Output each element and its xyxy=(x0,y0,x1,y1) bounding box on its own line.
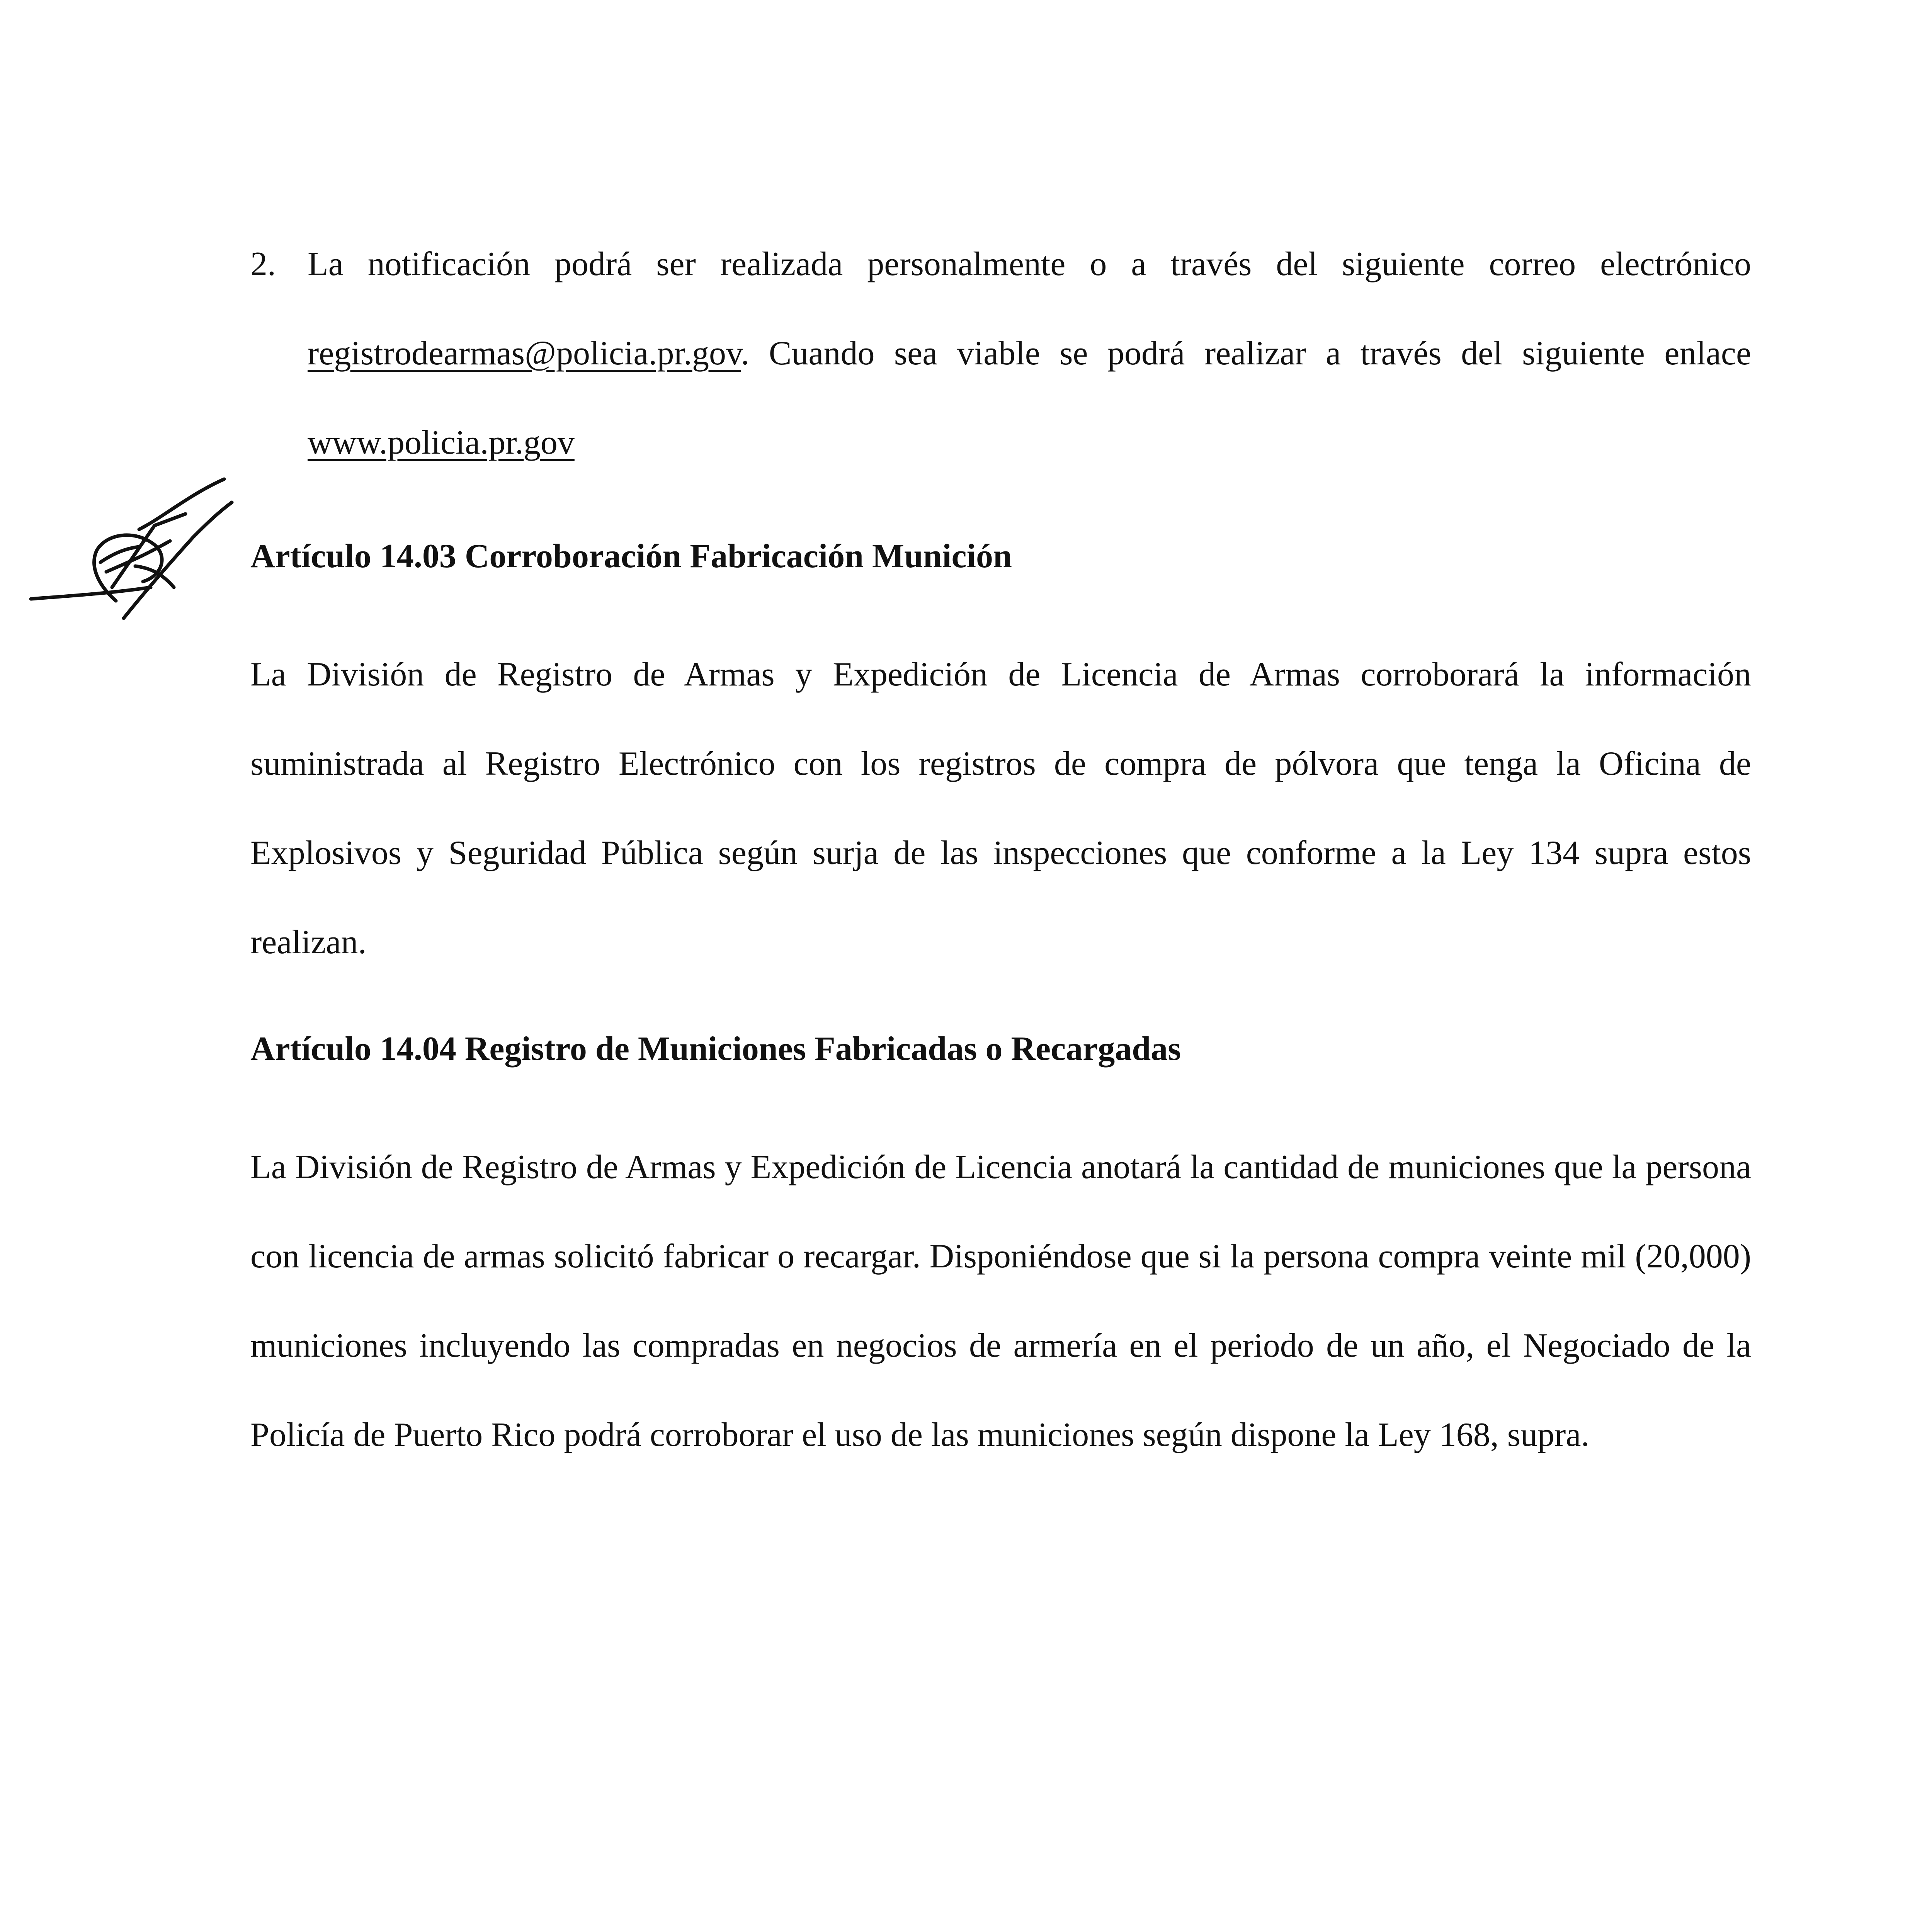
email-link[interactable]: registrodearmas@policia.pr.gov xyxy=(308,335,741,372)
item-text-middle: . Cuando sea viable se podrá realizar a través del siguiente enlace xyxy=(741,335,1751,372)
article-1403-heading: Artículo 14.03 Corroboración Fabricación Munición xyxy=(250,537,1012,575)
list-item-2 xyxy=(250,219,1751,487)
handwritten-initials-signature xyxy=(23,471,240,634)
website-link[interactable]: www.policia.pr.gov xyxy=(308,424,575,461)
list-item-text xyxy=(308,219,1751,487)
article-1404-heading: Artículo 14.04 Registro de Municiones Fabricadas o Recargadas xyxy=(250,1030,1181,1068)
article-1403-body: La División de Registro de Armas y Expedición de Licencia de Armas corroborará la información suministrada al Registro Electrónico con los registros de compra de pólvora que tenga la Oficina de Explosivos y Seguridad Pública según surja de las inspecciones que conforme a la Ley 134 supra estos realizan. xyxy=(250,656,1751,961)
article-1404-body: La División de Registro de Armas y Expedición de Licencia anotará la cantidad de municiones que la persona con licencia de armas solicitó fabricar o recargar. Disponiéndose que si la persona compra veinte mil (20,000) municiones incluyendo las compradas en negocios de armería en el periodo de un año, el Negociado de la Policía de Puerto Rico podrá corroborar el uso de las municiones según dispone la Ley 168, supra. xyxy=(250,1148,1751,1454)
item-text-before: La notificación podrá ser realizada personalmente o a través del siguiente correo electrónico xyxy=(308,245,1751,283)
list-item-number: 2. xyxy=(250,245,276,283)
